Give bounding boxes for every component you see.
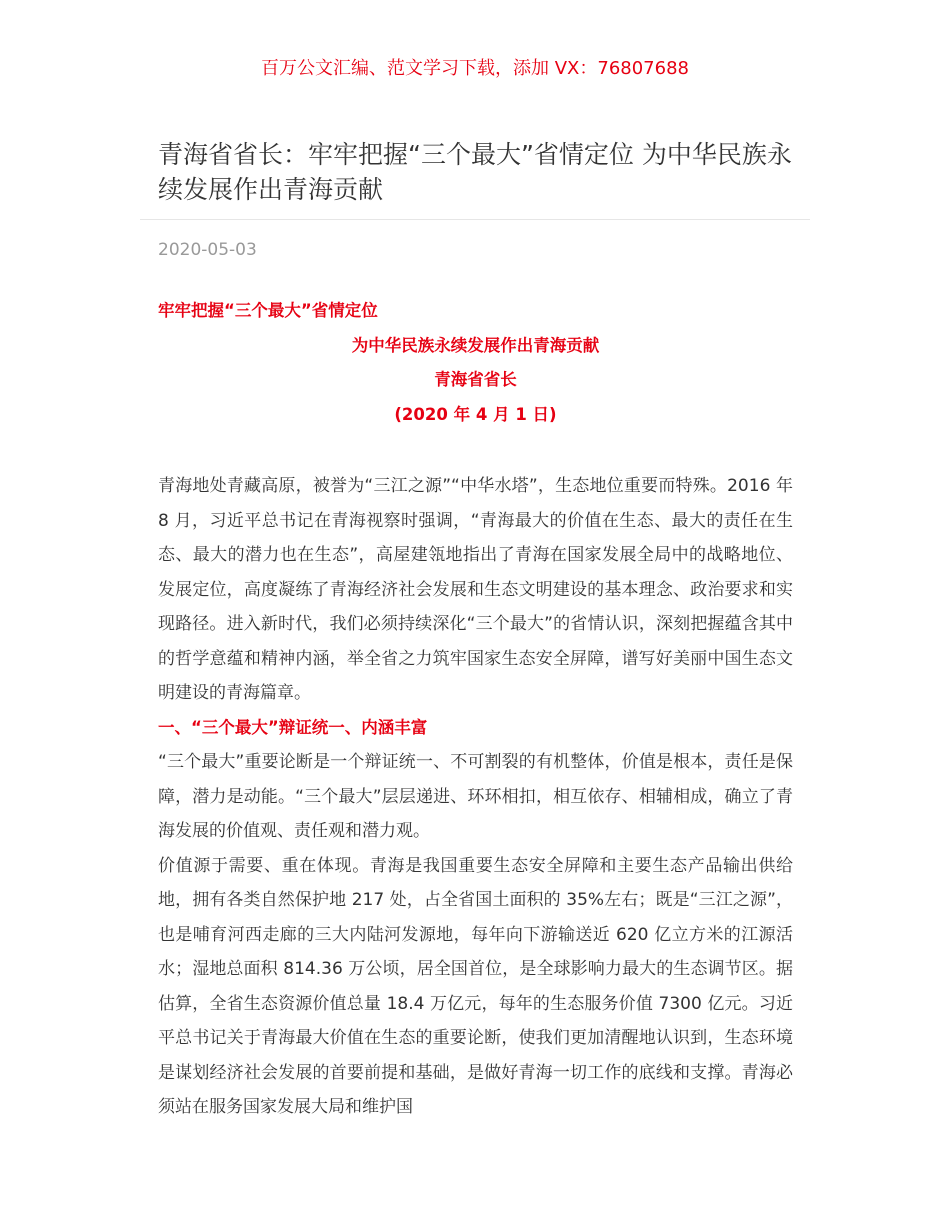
paragraph-1: 青海地处青藏高原，被誉为“三江之源”“中华水塔”，生态地位重要而特殊。2016 年 8 月，习近平总书记在青海视察时强调，“青海最大的价值在生态、最大的责任在生态、最大的潜力也在生态”，高屋建瓴地指出了青海在国家发展全局中的战略地位、发展定位，高度凝练了青海经济社会发展和生态文明建设的基本理念、政治要求和实现路径。进入新时代，我们必须持续深化“三个最大”的省情认识，深刻把握蕴含其中的哲学意蕴和精神内涵，举全省之力筑牢国家生态安全屏障，谱写好美丽中国生态文明建设的青海篇章。 [158, 476, 793, 703]
headline-line-1: 牢牢把握“三个最大”省情定位 [158, 301, 378, 320]
promo-banner: 百万公文汇编、范文学习下载，添加 VX：76807688 [261, 58, 689, 79]
paragraph-2: “三个最大”重要论断是一个辩证统一、不可割裂的有机整体，价值是根本，责任是保障，潜力是动能。“三个最大”层层递进、环环相扣，相互依存、相辅相成，确立了青海发展的价值观、责任观和潜力观。 [158, 752, 793, 841]
headline-line-2: 为中华民族永续发展作出青海贡献 [351, 336, 600, 355]
article-body [158, 469, 793, 1125]
headline-date: (2020 年 4 月 1 日) [394, 405, 557, 424]
article-date: 2020-05-03 [158, 240, 257, 260]
title-divider [140, 219, 810, 220]
article-title: 青海省省长：牢牢把握“三个最大”省情定位 为中华民族永续发展作出青海贡献 [158, 140, 792, 204]
paragraph-3: 价值源于需要、重在体现。青海是我国重要生态安全屏障和主要生态产品输出供给地，拥有各类自然保护地 217 处，占全省国土面积的 35%左右；既是“三江之源”，也是哺育河西走廊的三大内陆河发源地，每年向下游输送近 620 亿立方米的江源活水；湿地总面积 814.36 万公顷，居全国首位，是全球影响力最大的生态调节区。据估算，全省生态资源价值总量 18.4 万亿元，每年的生态服务价值 7300 亿元。习近平总书记关于青海最大价值在生态的重要论断，使我们更加清醒地认识到，生态环境是谋划经济社会发展的首要前提和基础，是做好青海一切工作的底线和支撑。青海必须站在服务国家发展大局和维护国 [158, 855, 793, 1117]
section-1-heading: 一、“三个最大”辩证统一、内涵丰富 [158, 717, 428, 737]
headline-author: 青海省省长 [434, 370, 517, 389]
